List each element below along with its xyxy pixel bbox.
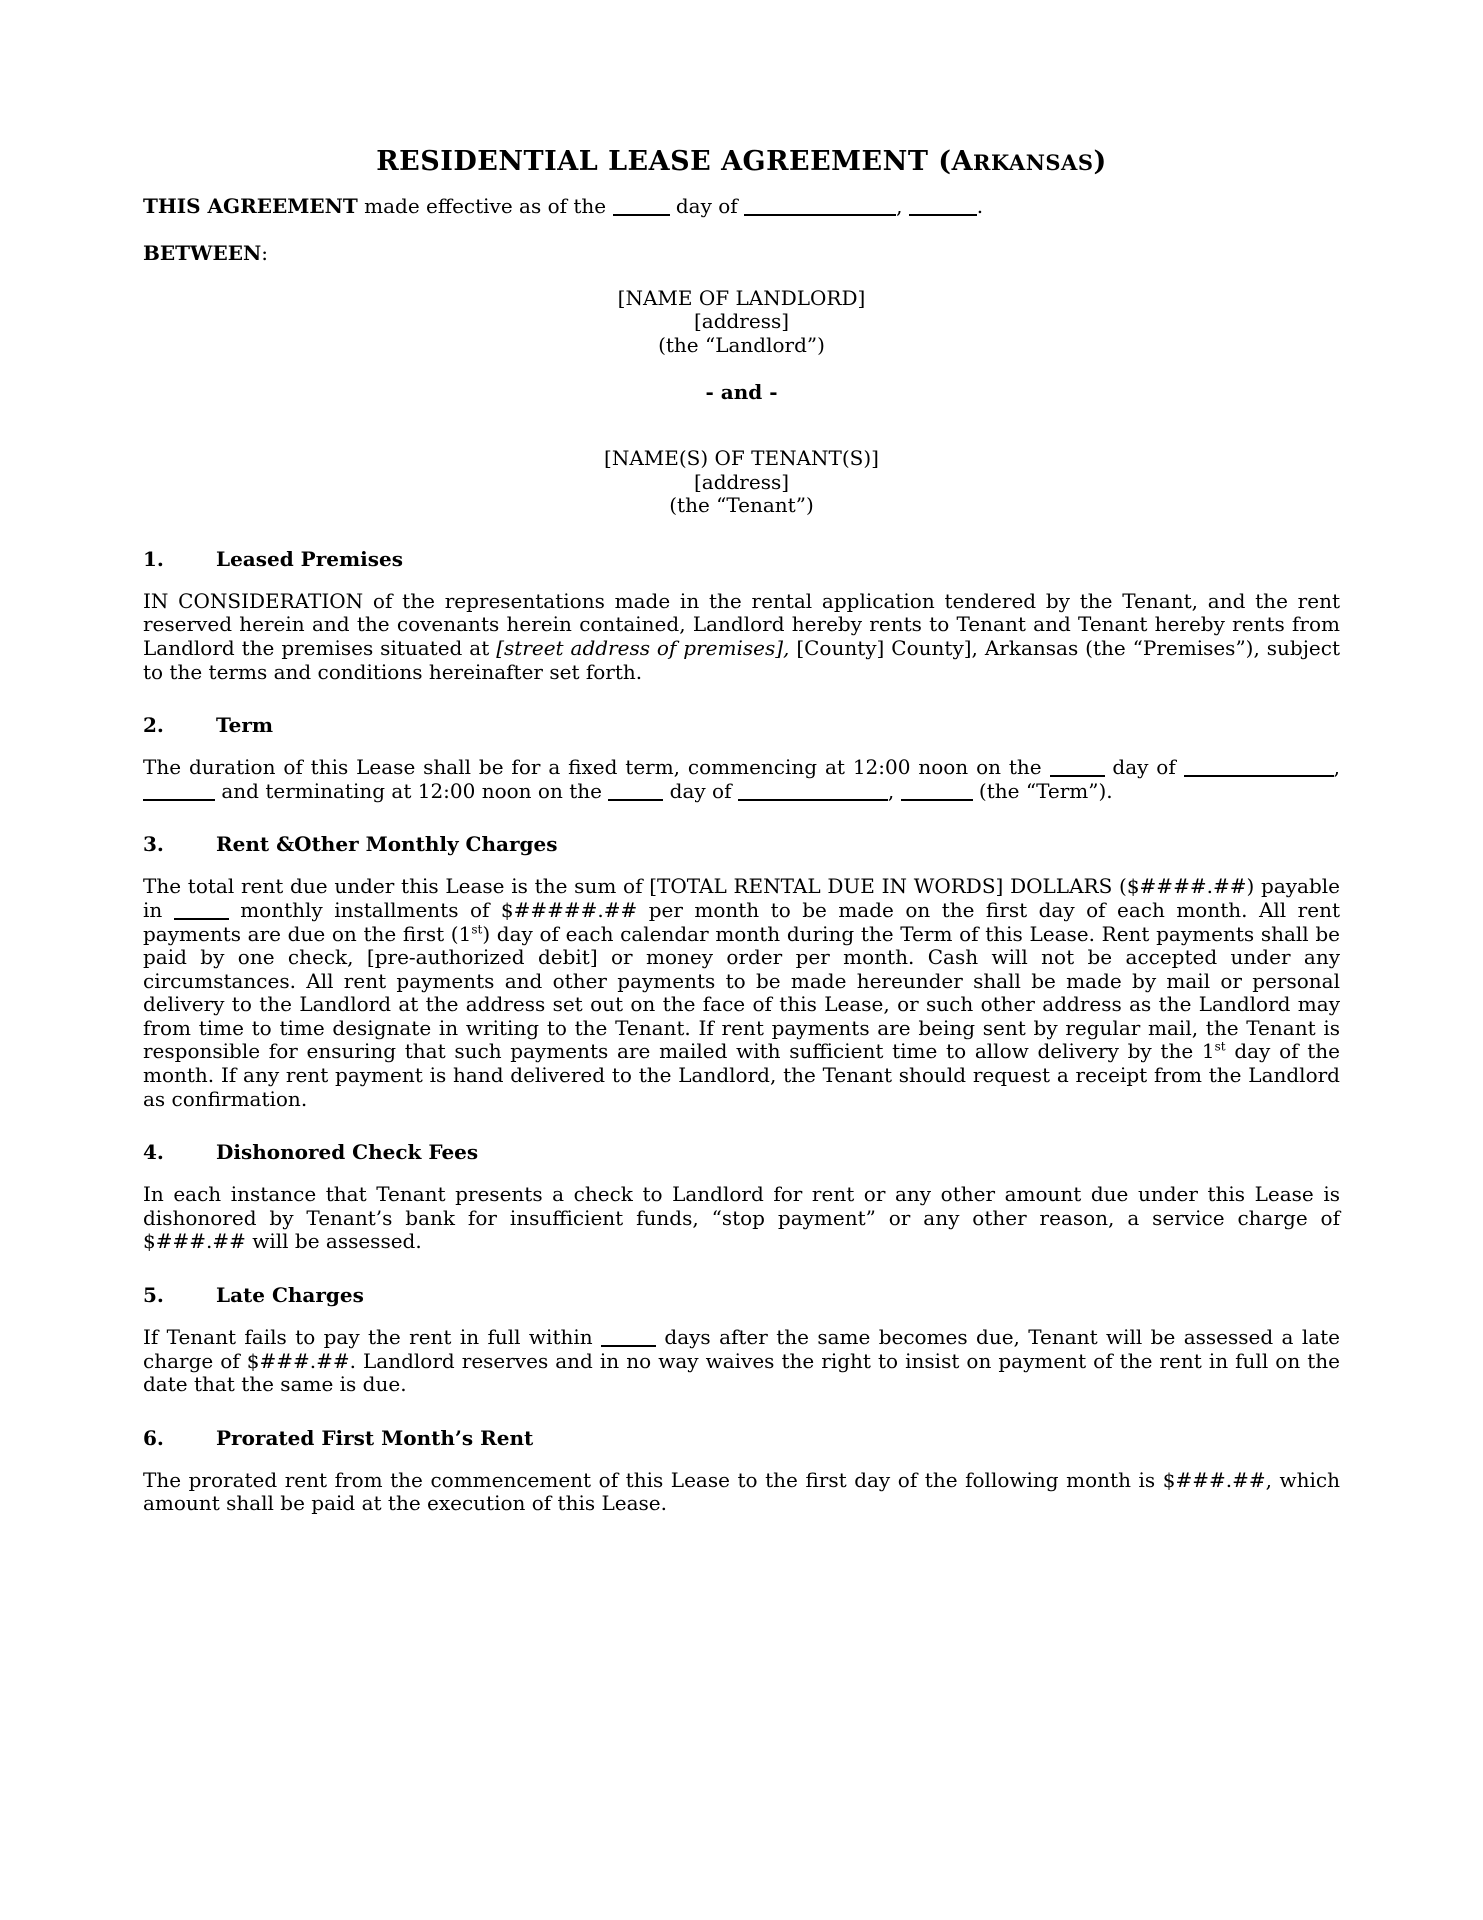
section-number: 2. xyxy=(143,713,164,738)
section-heading xyxy=(143,1426,1340,1450)
text-run: ) day of each calendar month during the Term of this Lease. Rent payments shall be paid by one check, [pre-authorized debit] or money order per month. Cash will not be accepted under any circumstances. All rent payments and other payments to be made hereunder shall be made by mail or personal delivery to the Landlord at the address set out on the face of this Lease, or such other address as the Landlord may from time to time designate in writing to the Tenant. If rent payments are being sent by regular mail, the Tenant is responsible for ensuring that such payments are mailed with sufficient time to allow delivery by the 1 xyxy=(143,921,1340,1064)
fill-in-blank xyxy=(601,1330,656,1347)
text-run: made effective as of the xyxy=(357,194,613,218)
section-number: 1. xyxy=(143,546,164,571)
text-run: , xyxy=(896,194,909,218)
text-run: [County] County], Arkansas (the “Premises”), subject to the terms and conditions hereinafter set forth. xyxy=(143,635,1340,684)
page-title xyxy=(143,146,1340,179)
text-run: (the “Term”). xyxy=(972,778,1113,803)
text-run: BETWEEN xyxy=(143,240,262,265)
text-run: The prorated rent from the commencement of this Lease to the first day of the following month is $###.##, which amount shall be paid at the execution of this Lease. xyxy=(143,1467,1340,1516)
section xyxy=(143,547,1340,684)
section-title: Leased Premises xyxy=(216,546,403,571)
text-run: In each instance that Tenant presents a check to Landlord for rent or any other amount due under this Lease is dishonored by Tenant’s bank for insufficient funds, “stop payment” or any other reason, a service charge of $###.## will be assessed. xyxy=(143,1182,1340,1254)
section-number: 6. xyxy=(143,1425,164,1450)
fill-in-blank xyxy=(909,199,977,216)
text-run: days after the same becomes due, Tenant will be assessed a late charge of $###.##. Landlord reserves and in no way waives the right to insist on payment of the rent in full on the date that the same is due. xyxy=(143,1325,1341,1397)
text-run: [street address of premises], xyxy=(496,635,790,660)
text-run: THIS AGREEMENT xyxy=(143,194,358,218)
section-title: Dishonored Check Fees xyxy=(216,1140,479,1165)
text-run: day of the month. If any rent payment is hand delivered to the Landlord, the Tenant should request a receipt from the Landlord as confirmation. xyxy=(143,1039,1340,1111)
section-title: Rent &Other Monthly Charges xyxy=(216,832,558,857)
section-paragraph xyxy=(143,756,1340,803)
text-run: day of xyxy=(669,194,745,218)
fill-in-blank xyxy=(1050,760,1105,777)
text-run: day of xyxy=(663,778,738,803)
section-paragraph xyxy=(143,1326,1340,1397)
section-paragraph xyxy=(143,1469,1340,1516)
text-run: RESIDENTIAL LEASE AGREEMENT (A xyxy=(376,146,974,177)
between-label xyxy=(143,241,1340,265)
landlord-address: [address] xyxy=(693,309,790,334)
sections-list xyxy=(143,547,1340,1516)
text-run: and terminating at 12:00 noon on the xyxy=(215,778,609,803)
fill-in-blank xyxy=(744,199,896,216)
fill-in-blank xyxy=(613,199,670,216)
text-run: The total rent due under this Lease is the sum of [TOTAL RENTAL DUE IN WORDS] DOLLARS ($####.##) payable in xyxy=(143,874,1340,922)
section-paragraph xyxy=(143,875,1340,1111)
text-run: : xyxy=(261,240,269,265)
tenant-name: [NAME(S) OF TENANT(S)] xyxy=(604,445,879,470)
section-number: 3. xyxy=(143,832,164,857)
text-run: IN CONSIDERATION of the representations made in the rental application tendered by the Tenant, and the rent reserved herein and the covenants herein contained, Landlord hereby rents to Tenant and Tenant hereby rents from Landlord the premises situated at xyxy=(143,588,1340,660)
section-paragraph xyxy=(143,1183,1340,1254)
section-title: Prorated First Month’s Rent xyxy=(216,1425,534,1450)
text-run: , xyxy=(887,778,901,803)
fill-in-blank xyxy=(738,784,888,801)
landlord-name: [NAME OF LANDLORD] xyxy=(617,285,866,310)
section-heading xyxy=(143,713,1340,737)
section-number: 4. xyxy=(143,1140,164,1165)
section-title: Term xyxy=(216,713,274,738)
fill-in-blank xyxy=(1184,760,1334,777)
text-run: st xyxy=(1214,1039,1226,1054)
fill-in-blank xyxy=(608,784,663,801)
text-run: . xyxy=(976,194,984,218)
fill-in-blank xyxy=(143,784,215,801)
section-number: 5. xyxy=(143,1283,164,1308)
text-run: RKANSAS xyxy=(973,150,1094,175)
section xyxy=(143,1426,1340,1516)
text-run: st xyxy=(471,921,483,936)
section xyxy=(143,832,1340,1111)
fill-in-blank xyxy=(174,903,229,920)
fill-in-blank xyxy=(901,784,973,801)
text-run: ) xyxy=(1093,146,1107,177)
tenant-block xyxy=(143,447,1340,518)
intro-clause xyxy=(143,195,1340,219)
landlord-designation: (the “Landlord”) xyxy=(658,332,825,357)
section-heading xyxy=(143,1140,1340,1164)
section xyxy=(143,1140,1340,1254)
section-heading xyxy=(143,1283,1340,1307)
section xyxy=(143,713,1340,803)
section-heading xyxy=(143,547,1340,571)
text-run: monthly installments of $#####.## per month to be made on the first day of each month. All rent payments are due on the first (1 xyxy=(143,897,1340,946)
section xyxy=(143,1283,1340,1397)
section-title: Late Charges xyxy=(216,1283,364,1308)
section-heading xyxy=(143,832,1340,856)
text-run: , xyxy=(1333,755,1340,780)
tenant-address: [address] xyxy=(693,469,790,494)
landlord-block xyxy=(143,287,1340,358)
text-run: day of xyxy=(1104,755,1184,780)
section-paragraph xyxy=(143,590,1340,684)
text-run: If Tenant fails to pay the rent in full within xyxy=(143,1325,602,1350)
and-separator: - and - xyxy=(705,380,778,405)
tenant-designation: (the “Tenant”) xyxy=(669,493,814,518)
text-run: The duration of this Lease shall be for a fixed term, commencing at 12:00 noon on the xyxy=(143,755,1050,780)
